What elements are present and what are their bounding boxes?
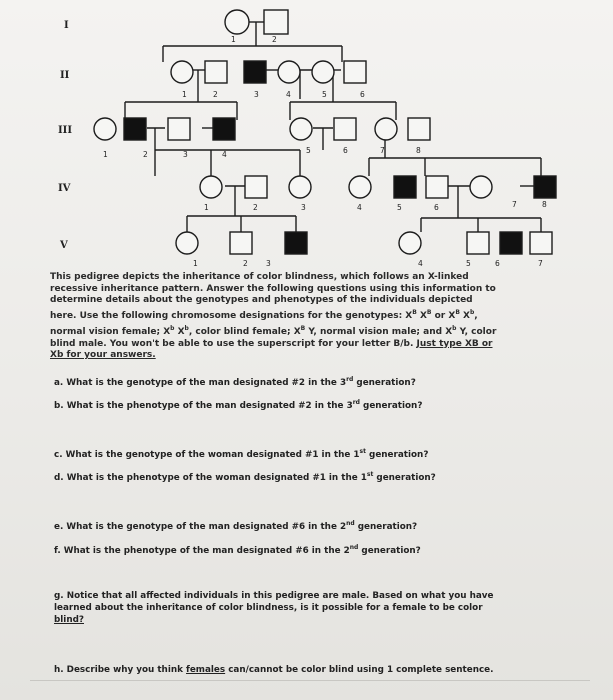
num-g3-3: 3 [183,150,188,159]
t: normal vision female; X [50,326,171,337]
gen3-male-6 [334,118,356,140]
question-f [54,542,574,557]
gen3-male-4-affected [213,118,235,140]
sup: st [359,448,366,455]
num-g4-5: 5 [397,203,402,212]
num-g3-5: 5 [306,146,311,155]
gen4-female-1 [200,176,222,198]
t: Y, normal vision male; and X [305,326,453,337]
t: , [474,311,478,322]
num-g4-3: 3 [301,203,306,212]
gen2-male-2 [205,61,227,83]
num-g5-7: 7 [538,259,543,268]
sup: b [184,324,189,332]
t: d. What is the phenotype of the woman designated #1 in the 1 [54,473,367,483]
gen1-female-1 [225,10,249,34]
t: a. What is the genotype of the man designated #2 in the 3 [54,378,347,388]
num-g5-1: 1 [193,259,198,268]
num-g3-8: 8 [416,146,421,155]
t: b. What is the phenotype of the man designated #2 in the 3 [54,401,353,411]
num-g2-5: 5 [322,90,327,99]
question-d [54,469,574,484]
t: Y, color [456,326,497,337]
intro-line-5 [50,323,550,339]
t: generation? [354,522,418,532]
num-g3-4: 4 [222,150,227,159]
instructions-paragraph [50,272,550,362]
intro-line-3: determine details about the genotypes and phenotypes of the individuals depicted [50,295,473,306]
t: c. What is the genotype of the woman designated #1 in the 1 [54,450,360,460]
num-g3-6: 6 [343,146,348,155]
gen4-male-6 [426,176,448,198]
gen-label-3: III [58,125,73,136]
gen5-male-3-affected [285,232,307,254]
num-g3-2: 2 [143,150,148,159]
sup: B [300,324,306,332]
question-b [54,397,574,412]
gen4-male-2 [245,176,267,198]
intro-line-6 [50,339,550,351]
gen2-male-6 [344,61,366,83]
sup: b [170,324,175,332]
t: generation? [365,450,429,460]
num-g2-6: 6 [360,90,365,99]
num-g1-2: 2 [272,35,277,44]
gen4-male-5-affected [394,176,416,198]
intro-line-1: This pedigree depicts the inheritance of color blindness, which follows an X-linked [50,272,469,282]
t: generation? [353,378,416,388]
t: generation? [373,473,436,483]
question-c [54,446,574,461]
gen2-male-3-affected [244,61,266,83]
t: f. What is the phenotype of the man designated #6 in the 2 [54,546,350,556]
gen3-male-2-affected [124,118,146,140]
num-g5-5: 5 [466,259,471,268]
num-g2-1: 1 [182,90,187,99]
num-g4-4: 4 [357,203,362,212]
gen4-male-8-affected [534,176,556,198]
num-g5-4: 4 [418,259,423,268]
question-a [54,374,574,389]
gen4-female-4 [349,176,371,198]
t: X [459,311,470,322]
sup: b [469,309,475,317]
num-g2-2: 2 [213,90,218,99]
gen3-female-1 [94,118,116,140]
sup: B [426,309,432,317]
question-g [54,590,574,626]
sup: B [412,309,417,317]
gen4-female-3 [289,176,311,198]
num-g2-3: 3 [254,90,259,99]
sup: nd [349,544,359,551]
gen-label-1: I [64,20,69,31]
gen2-female-4 [278,61,300,83]
num-g4-1: 1 [204,203,209,212]
num-g5-6: 6 [495,259,500,268]
t: or X [431,311,456,322]
t: e. What is the genotype of the man designated #6 in the 2 [54,522,347,532]
intro-line-7: Xb for your answers. [50,350,156,361]
question-h [54,664,574,676]
intro-line-2: recessive inheritance pattern. Answer the following questions using this information to [50,283,496,294]
num-g2-4: 4 [286,90,291,99]
intro-line-4 [50,307,550,323]
t: can/cannot be color blind using 1 complete sentence. [225,665,494,675]
t: X [174,326,185,337]
gen-label-4: IV [58,183,71,194]
gen-label-5: V [60,240,68,251]
num-g3-7: 7 [380,146,385,155]
t: generation? [359,401,423,411]
pedigree-chart [0,0,613,270]
question-g-line-2: learned about the inheritance of color blindness, is it possible for a female to be color [54,603,483,613]
gen5-male-6-affected [500,232,522,254]
underlined-text: females [186,665,226,675]
num-g3-1: 1 [103,150,108,159]
num-g4-7: 7 [512,200,517,209]
sup: b [452,324,457,332]
gen5-female-1 [176,232,198,254]
question-g-line-3: blind? [54,615,84,625]
sup: nd [346,520,355,527]
question-g-line-1: g. Notice that all affected individuals in this pedigree are male. Based on what you have [54,591,494,601]
question-e [54,518,574,533]
sup: rd [346,376,354,383]
t: , color blind female; X [188,326,301,337]
gen2-female-1 [171,61,193,83]
gen3-female-7 [375,118,397,140]
gen5-male-7 [530,232,552,254]
sup: B [455,309,460,317]
t: generation? [358,546,421,556]
gen5-male-2 [230,232,252,254]
num-g4-6: 6 [434,203,439,212]
t: blind male. You won't be able to use the superscript for your letter B/b. [50,338,417,349]
num-g5-3: 3 [266,259,271,268]
sup: rd [352,399,360,406]
t: h. Describe why you think [54,665,187,675]
gen5-male-5 [467,232,489,254]
num-g4-8: 8 [542,200,547,209]
num-g4-2: 2 [253,203,258,212]
sup: st [366,471,374,478]
num-g1-1: 1 [231,35,236,44]
t: here. Use the following chromosome designations for the genotypes: X [50,311,413,322]
gen3-male-3 [168,118,190,140]
gen-label-2: II [60,70,70,81]
gen1-male-2 [264,10,288,34]
num-g5-2: 2 [243,259,248,268]
gen3-male-8 [408,118,430,140]
t: X [416,311,427,322]
gen4-female-7 [470,176,492,198]
page-bottom-rule [30,680,590,681]
gen2-female-5 [312,61,334,83]
gen5-female-4 [399,232,421,254]
underlined-text: Just type XB or [416,338,493,349]
gen3-female-5 [290,118,312,140]
